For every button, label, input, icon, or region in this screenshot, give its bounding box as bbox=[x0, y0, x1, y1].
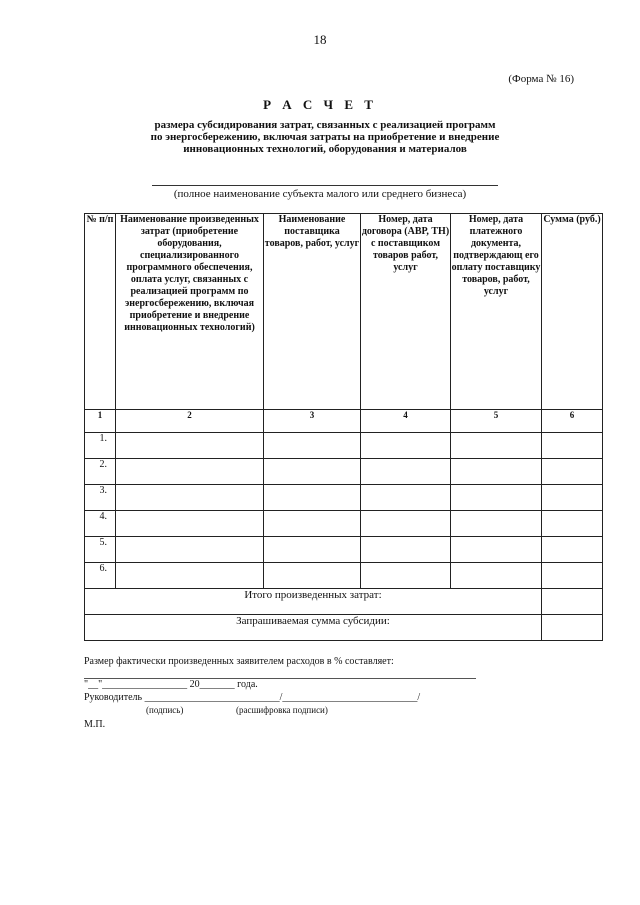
row-index: 3. bbox=[85, 485, 116, 511]
expenses-table bbox=[84, 213, 603, 641]
document-subtitle: размера субсидирования затрат, связанных с реализацией программ по энергосбережению, включая затраты на приобретение и внедрение инновационных технологий, оборудования и материалов bbox=[150, 119, 500, 155]
column-number: 2 bbox=[116, 410, 264, 433]
cell-supplier[interactable] bbox=[264, 563, 361, 589]
form-number: (Форма № 16) bbox=[508, 73, 574, 85]
cell-amount[interactable] bbox=[542, 485, 603, 511]
table-row bbox=[85, 485, 603, 511]
total-amount-cell[interactable] bbox=[542, 589, 603, 615]
cell-supplier[interactable] bbox=[264, 511, 361, 537]
cell-supplier[interactable] bbox=[264, 459, 361, 485]
stamp-label: М.П. bbox=[84, 719, 106, 730]
cell-expense-name[interactable] bbox=[116, 537, 264, 563]
table-row bbox=[85, 563, 603, 589]
requested-amount-cell[interactable] bbox=[542, 615, 603, 641]
entity-name-line bbox=[152, 185, 498, 186]
page-number: 18 bbox=[313, 32, 327, 47]
cell-payment-doc[interactable] bbox=[451, 433, 542, 459]
cell-expense-name[interactable] bbox=[116, 485, 264, 511]
cell-supplier[interactable] bbox=[264, 485, 361, 511]
signature-caption: (подпись) bbox=[146, 705, 184, 715]
table-row bbox=[85, 459, 603, 485]
table-header-row bbox=[85, 214, 603, 410]
cell-contract[interactable] bbox=[361, 511, 451, 537]
cell-payment-doc[interactable] bbox=[451, 511, 542, 537]
column-header-number: № п/п bbox=[85, 214, 116, 410]
signature-line[interactable]: Руководитель ___________________________/___________________________/ bbox=[84, 692, 421, 703]
cell-amount[interactable] bbox=[542, 511, 603, 537]
table-row bbox=[85, 537, 603, 563]
cell-supplier[interactable] bbox=[264, 433, 361, 459]
row-index: 4. bbox=[85, 511, 116, 537]
column-header-expense-name: Наименование произведенных затрат (приобретение оборудования, специализированного программного обеспечения, оплата услуг, связанных с реализацией программ по энергосбережению, включая приобретение и внедрение инновационных технологий) bbox=[116, 214, 264, 410]
row-index: 6. bbox=[85, 563, 116, 589]
row-index: 2. bbox=[85, 459, 116, 485]
column-header-amount: Сумма (руб.) bbox=[542, 214, 603, 410]
column-header-payment-doc: Номер, дата платежного документа, подтверждающ его оплату поставщику товаров, работ, услуг bbox=[451, 214, 542, 410]
requested-label: Запрашиваемая сумма субсидии: bbox=[85, 615, 542, 641]
cell-amount[interactable] bbox=[542, 537, 603, 563]
cell-payment-doc[interactable] bbox=[451, 459, 542, 485]
cell-expense-name[interactable] bbox=[116, 563, 264, 589]
cell-expense-name[interactable] bbox=[116, 459, 264, 485]
column-number: 3 bbox=[264, 410, 361, 433]
column-number: 4 bbox=[361, 410, 451, 433]
column-number: 6 bbox=[542, 410, 603, 433]
date-line[interactable]: "__"_________________ 20_______ года. bbox=[84, 679, 258, 690]
cell-contract[interactable] bbox=[361, 563, 451, 589]
column-number: 5 bbox=[451, 410, 542, 433]
cell-payment-doc[interactable] bbox=[451, 485, 542, 511]
row-index: 5. bbox=[85, 537, 116, 563]
cell-amount[interactable] bbox=[542, 459, 603, 485]
column-header-supplier: Наименование поставщика товаров, работ, услуг bbox=[264, 214, 361, 410]
cell-payment-doc[interactable] bbox=[451, 537, 542, 563]
row-index: 1. bbox=[85, 433, 116, 459]
decode-caption: (расшифровка подписи) bbox=[236, 705, 328, 715]
cell-expense-name[interactable] bbox=[116, 511, 264, 537]
total-label: Итого произведенных затрат: bbox=[85, 589, 542, 615]
cell-expense-name[interactable] bbox=[116, 433, 264, 459]
table-row bbox=[85, 511, 603, 537]
cell-contract[interactable] bbox=[361, 485, 451, 511]
cell-contract[interactable] bbox=[361, 537, 451, 563]
cell-contract[interactable] bbox=[361, 459, 451, 485]
cell-amount[interactable] bbox=[542, 563, 603, 589]
cell-payment-doc[interactable] bbox=[451, 563, 542, 589]
cell-amount[interactable] bbox=[542, 433, 603, 459]
table-row bbox=[85, 433, 603, 459]
total-row bbox=[85, 589, 603, 615]
column-numbers-row bbox=[85, 410, 603, 433]
cell-contract[interactable] bbox=[361, 433, 451, 459]
expenses-percent-text: Размер фактически произведенных заявителем расходов в % составляет: bbox=[84, 656, 394, 667]
cell-supplier[interactable] bbox=[264, 537, 361, 563]
column-number: 1 bbox=[85, 410, 116, 433]
entity-caption: (полное наименование субъекта малого или среднего бизнеса) bbox=[173, 188, 467, 200]
column-header-contract: Номер, дата договора (АВР, ТН) с поставщиком товаров работ, услуг bbox=[361, 214, 451, 410]
requested-row bbox=[85, 615, 603, 641]
document-title: Р А С Ч Е Т bbox=[263, 97, 377, 112]
